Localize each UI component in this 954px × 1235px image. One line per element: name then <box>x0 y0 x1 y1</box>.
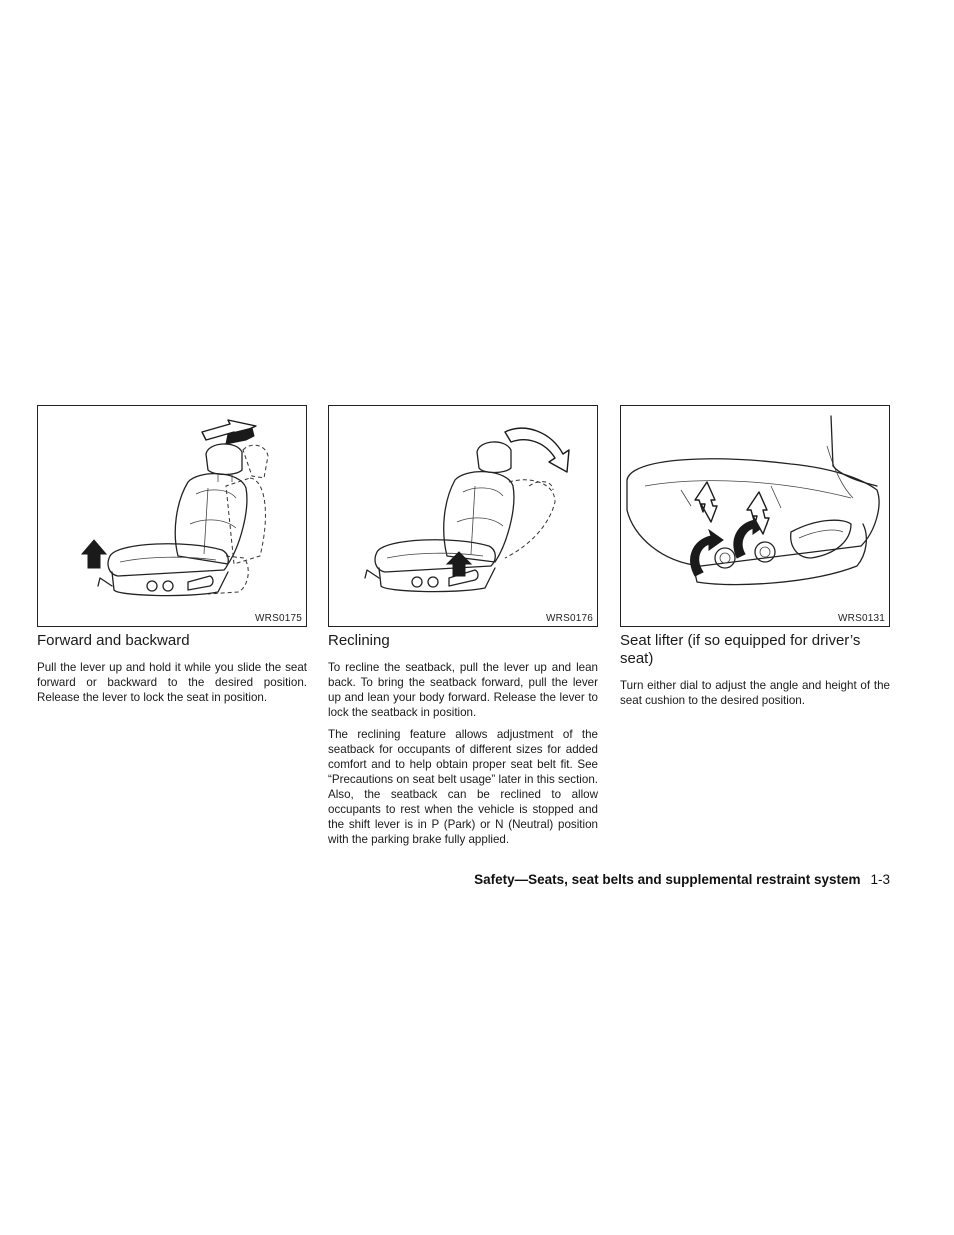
body-paragraph: Pull the lever up and hold it while you slide the seat forward or backward to the desired position. Release the lever to lock the seat in position. <box>37 661 307 704</box>
section-reclining <box>328 405 598 847</box>
section-heading: Seat lifter (if so equipped for driver’s seat) <box>620 632 861 667</box>
body-paragraph: The reclining feature allows adjustment of the seatback for occupants of different sizes for added comfort and to help obtain proper seat belt fit. See “Precautions on seat belt usage” later in this section. Also, the seatback can be reclined to allow occupants to rest when the vehicle is stopped and the shift lever is in P (Park) or N (Neutral) position with the parking brake fully applied. <box>328 728 598 846</box>
section-forward-backward <box>37 405 307 705</box>
figure-code: WRS0175 <box>255 613 302 624</box>
seat-recline-illustration <box>328 405 598 627</box>
page-number: 1-3 <box>870 872 890 887</box>
body-paragraph: Turn either dial to adjust the angle and height of the seat cushion to the desired position. <box>620 679 890 707</box>
section-heading: Reclining <box>328 632 390 649</box>
figure-code: WRS0176 <box>546 613 593 624</box>
body-paragraph: To recline the seatback, pull the lever up and lean back. To bring the seatback forward, pull the lever up and lean your body forward. Release the lever to lock the seatback in position. <box>328 661 598 719</box>
section-heading: Forward and backward <box>37 632 190 649</box>
seat-slide-drawing <box>38 406 306 626</box>
seat-slide-illustration <box>37 405 307 627</box>
seat-recline-drawing <box>329 406 597 626</box>
seat-lifter-illustration <box>620 405 890 627</box>
seat-lifter-drawing <box>621 406 889 626</box>
footer-section-title: Safety—Seats, seat belts and supplemental restraint system <box>474 872 861 887</box>
section-seat-lifter <box>620 405 890 708</box>
page-footer <box>474 872 890 887</box>
figure-code: WRS0131 <box>838 613 885 624</box>
